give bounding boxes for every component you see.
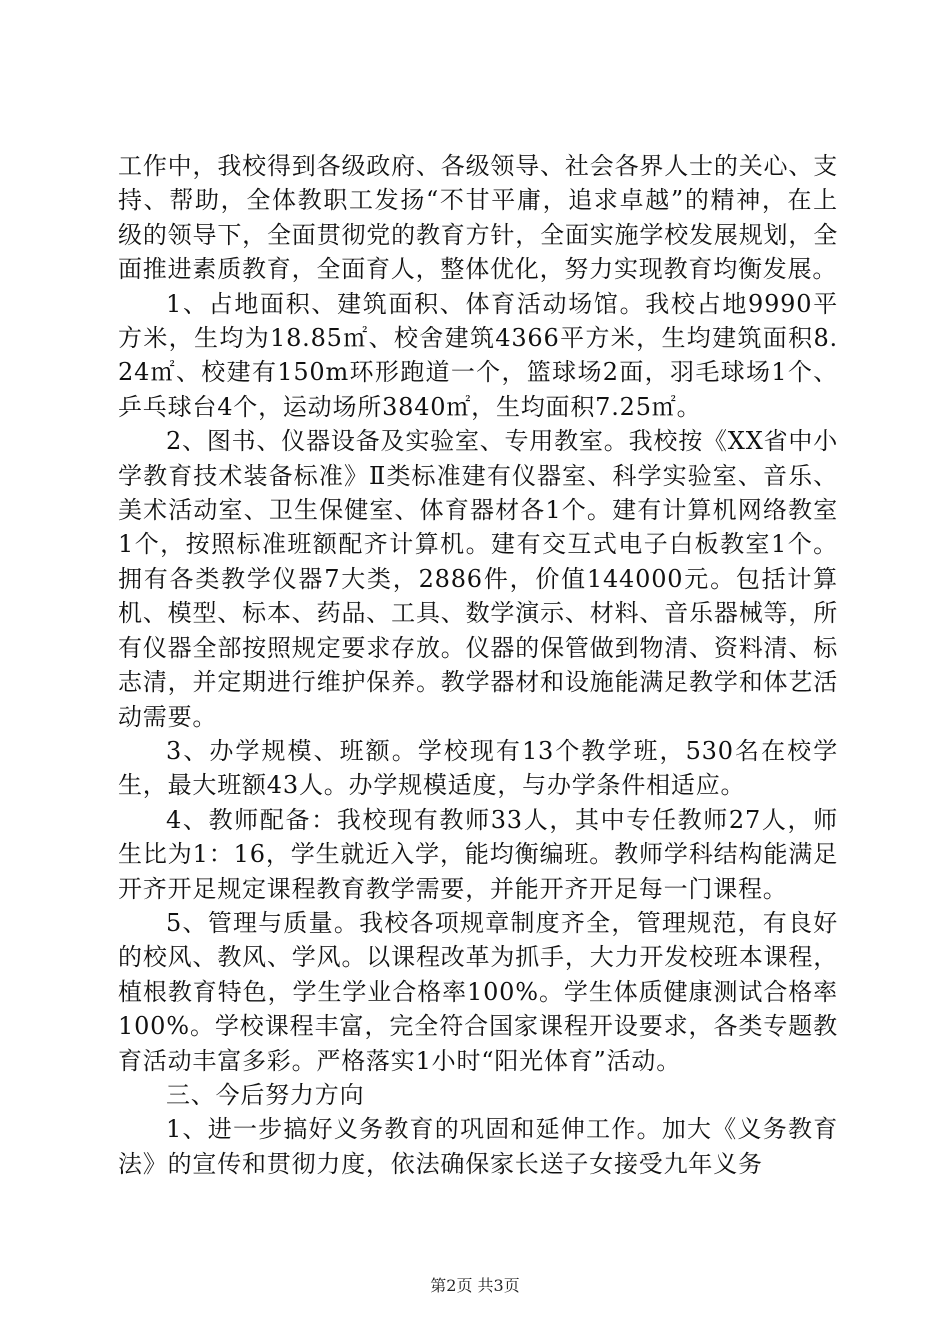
paragraph-future-item-1: 1、进一步搞好义务教育的巩固和延伸工作。加大《义务教育法》的宣传和贯彻力度，依法确保家长送子女接受九年义务 bbox=[118, 1115, 838, 1178]
section-heading-future-direction: 三、今后努力方向 bbox=[166, 1080, 365, 1109]
paragraph-item-5-management: 5、管理与质量。我校各项规章制度齐全，管理规范，有良好的校风、教风、学风。以课程改革为抓手，大力开发校班本课程，植根教育特色，学生学业合格率100%。学生体质健康测试合格率100%。学校课程丰富，完全符合国家课程开设要求，各类专题教育活动丰富多彩。严格落实1小时“阳光体育”活动。 bbox=[118, 908, 838, 1075]
paragraph-item-1-land-area: 1、占地面积、建筑面积、体育活动场馆。我校占地9990平方米，生均为18.85㎡、校舍建筑4366平方米，生均建筑面积8.24㎡、校建有150m环形跑道一个，篮球场2面，羽毛球场1个、乒乓球台4个，运动场所3840㎡，生均面积7.25㎡。 bbox=[118, 289, 838, 421]
paragraph-item-2-equipment: 2、图书、仪器设备及实验室、专用教室。我校按《XX省中小学教育技术装备标准》Ⅱ类标准建有仪器室、科学实验室、音乐、美术活动室、卫生保健室、体育器材各1个。建有计算机网络教室1个，按照标准班额配齐计算机。建有交互式电子白板教室1个。拥有各类教学仪器7大类，2886件，价值144000元。包括计算机、模型、标本、药品、工具、数学演示、材料、音乐器械等，所有仪器全部按照规定要求存放。仪器的保管做到物清、资料清、标志清，并定期进行维护保养。教学器材和设施能满足教学和体艺活动需要。 bbox=[118, 427, 838, 731]
paragraph-item-4-teachers: 4、教师配备：我校现有教师33人，其中专任教师27人，师生比为1：16，学生就近入学，能均衡编班。教师学科结构能满足开齐开足规定课程教育教学需要，并能开齐开足每一门课程。 bbox=[118, 805, 838, 903]
paragraph-item-3-school-scale: 3、办学规模、班额。学校现有13个教学班，530名在校学生，最大班额43人。办学规模适度，与办学条件相适应。 bbox=[118, 736, 838, 800]
paragraph-intro: 工作中，我校得到各级政府、各级领导、社会各界人士的关心、支持、帮助，全体教职工发扬“不甘平庸，追求卓越”的精神，在上级的领导下，全面贯彻党的教育方针，全面实施学校发展规划，全面推进素质教育，全面育人，整体优化，努力实现教育均衡发展。 bbox=[118, 152, 838, 284]
document-body bbox=[118, 149, 838, 1181]
page-footer: 第2页 共3页 bbox=[430, 1276, 520, 1295]
